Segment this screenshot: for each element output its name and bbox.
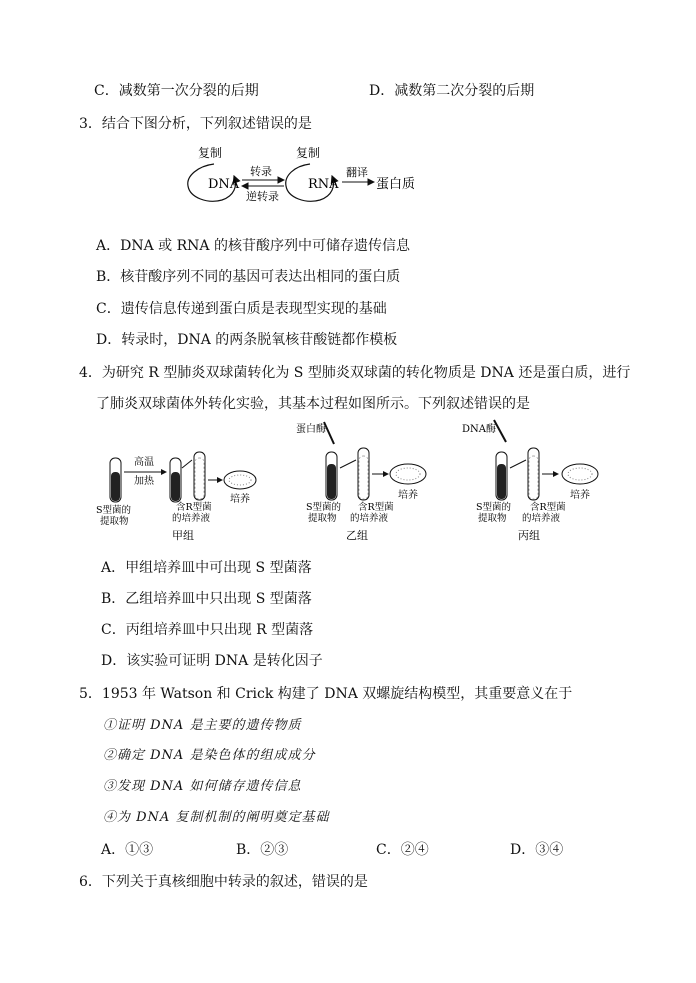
translation-label: 翻译 xyxy=(346,166,368,179)
replicate-label-1: 复制 xyxy=(198,146,223,160)
q5-option-d: D．③④ xyxy=(510,842,564,858)
q2-option-c: C．减数第一次分裂的后期 xyxy=(94,83,259,99)
q4-option-c: C．丙组培养皿中只出现 R 型菌落 xyxy=(101,622,314,638)
q6-stem: 6．下列关于真核细胞中转录的叙述，错误的是 xyxy=(79,874,368,890)
s-extract-label-bing-1: S型菌的 xyxy=(476,502,512,513)
q4-option-b: B．乙组培养皿中只出现 S 型菌落 xyxy=(101,591,312,607)
q4-option-a: A．甲组培养皿中可出现 S 型菌落 xyxy=(101,560,312,576)
q5-item-1: ①证明 DNA 是主要的遗传物质 xyxy=(103,718,302,733)
rna-label: RNA xyxy=(308,177,339,192)
q5-option-b: B．②③ xyxy=(236,842,289,858)
q5-option-a: A．①③ xyxy=(101,842,154,858)
q4-stem-line1: 4．为研究 R 型肺炎双球菌转化为 S 型肺炎双球菌的转化物质是 DNA 还是蛋白质，进行 xyxy=(79,365,631,381)
q5-item-2: ②确定 DNA 是染色体的组成成分 xyxy=(103,748,316,763)
culture-label-bing: 培养 xyxy=(570,490,590,501)
s-extract-label-yi-2: 提取物 xyxy=(308,513,337,524)
q3-option-c: C．遗传信息传递到蛋白质是表现型实现的基础 xyxy=(96,301,387,317)
r-culture-label-bing-2: 的培养液 xyxy=(522,513,561,524)
q3-option-a: A．DNA 或 RNA 的核苷酸序列中可储存遗传信息 xyxy=(96,238,410,254)
s-extract-label-yi-1: S型菌的 xyxy=(306,502,342,513)
r-culture-label-jia-1: 含R型菌 xyxy=(176,502,212,513)
q3-central-dogma-diagram xyxy=(178,142,448,208)
group-yi xyxy=(296,422,426,542)
transcription-label: 转录 xyxy=(250,165,272,178)
q5-option-c: C．②④ xyxy=(376,842,429,858)
q4-stem-line2: 了肺炎双球菌体外转化实验，其基本过程如图所示。下列叙述错误的是 xyxy=(96,396,530,412)
heat-label-2: 加热 xyxy=(134,476,154,487)
r-culture-label-jia-2: 的培养液 xyxy=(172,513,211,524)
s-extract-label-jia-2: 提取物 xyxy=(100,516,129,527)
culture-label-jia: 培养 xyxy=(230,494,250,505)
replicate-label-2: 复制 xyxy=(296,146,321,160)
r-culture-label-yi-2: 的培养液 xyxy=(350,513,389,524)
q5-stem: 5．1953 年 Watson 和 Crick 构建了 DNA 双螺旋结构模型，其重要意义在于 xyxy=(79,686,573,702)
r-culture-label-bing-1: 含R型菌 xyxy=(530,502,566,513)
protease-label: 蛋白酶 xyxy=(296,424,326,435)
group-label-yi: 乙组 xyxy=(346,529,368,542)
protein-label: 蛋白质 xyxy=(376,177,416,192)
group-bing xyxy=(462,420,598,542)
petri-dish-bing xyxy=(562,464,598,484)
group-jia xyxy=(96,452,256,542)
q5-item-4: ④为 DNA 复制机制的阐明奠定基础 xyxy=(103,810,330,825)
reverse-transcription-label: 逆转录 xyxy=(246,190,279,203)
s-extract-label-jia-1: S型菌的 xyxy=(96,505,132,516)
group-label-jia: 甲组 xyxy=(172,529,194,542)
q3-option-b: B．核苷酸序列不同的基因可表达出相同的蛋白质 xyxy=(96,269,401,285)
dna-label: DNA xyxy=(208,177,240,192)
s-extract-label-bing-2: 提取物 xyxy=(478,513,507,524)
culture-label-yi: 培养 xyxy=(398,490,418,501)
q4-experiment-figure xyxy=(96,418,616,546)
r-culture-label-yi-1: 含R型菌 xyxy=(358,502,394,513)
q3-stem: 3．结合下图分析，下列叙述错误的是 xyxy=(79,116,312,132)
q2-option-d: D．减数第二次分裂的后期 xyxy=(369,83,535,99)
group-label-bing: 丙组 xyxy=(518,529,540,542)
q4-option-d: D．该实验可证明 DNA 是转化因子 xyxy=(101,653,323,669)
petri-dish-yi xyxy=(390,464,426,484)
dnase-label: DNA酶 xyxy=(462,424,496,435)
q3-option-d: D．转录时，DNA 的两条脱氧核苷酸链都作模板 xyxy=(96,332,398,348)
heat-label-1: 高温 xyxy=(134,457,154,468)
q5-item-3: ③发现 DNA 如何储存遗传信息 xyxy=(103,779,302,794)
